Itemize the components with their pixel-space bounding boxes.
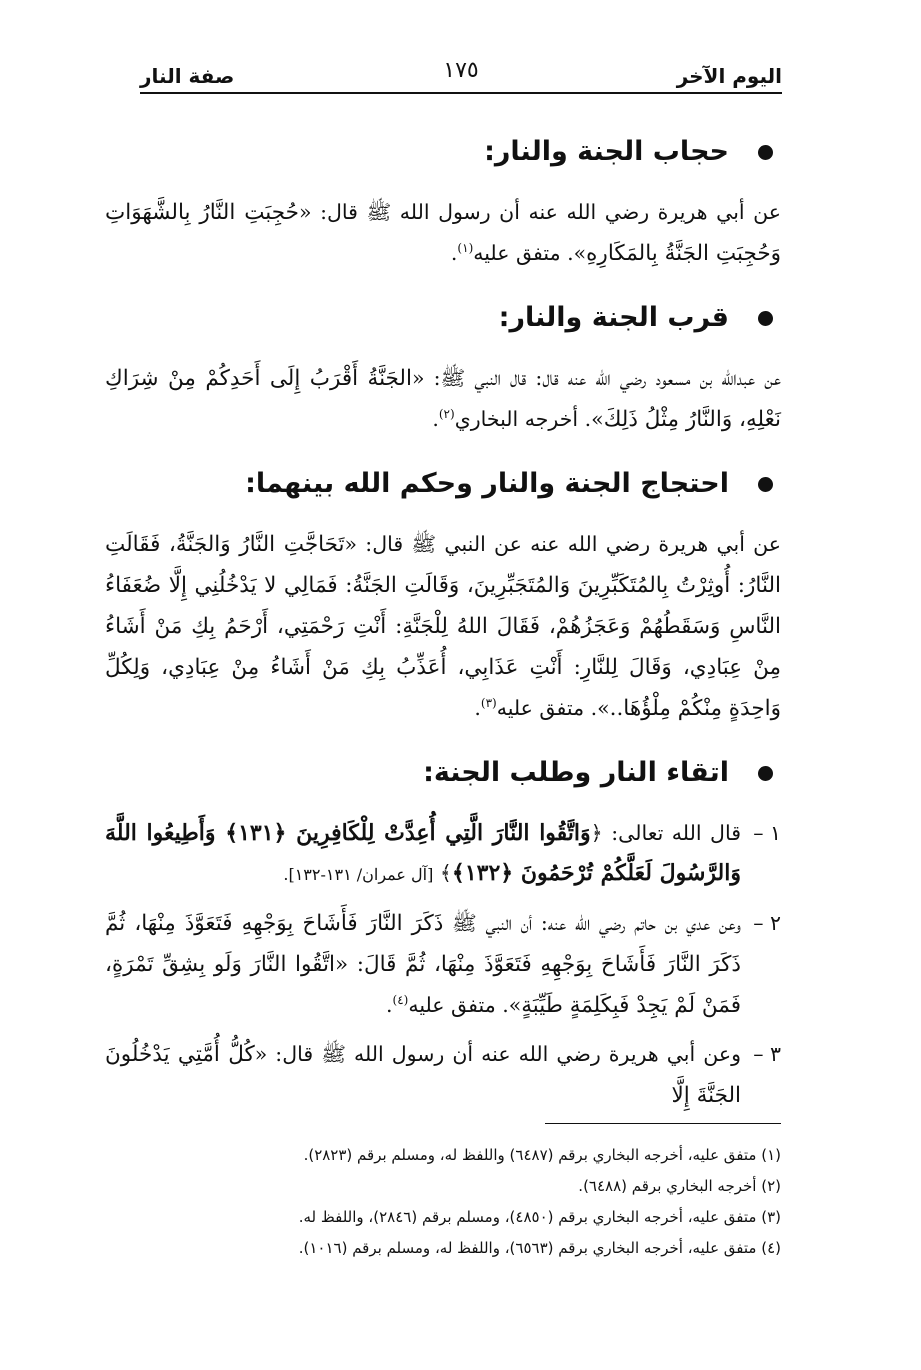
footnote: (٢) أخرجه البخاري برقم (٦٤٨٨).: [578, 1177, 781, 1195]
footnote-ref: (٣): [480, 696, 497, 711]
numbered-item: ٣ – وعن أبي هريرة رضي الله عنه أن رسول الله ﷺ قال: «كُلُّ أُمَّتِي يَدْخُلُونَ الجَنَّةَ إِلَّا: [105, 1034, 781, 1116]
book-title: اليوم الآخر: [676, 64, 782, 88]
footnote-ref: (١): [457, 241, 474, 256]
section-heading: احتجاج الجنة والنار وحكم الله بينهما:: [105, 462, 781, 506]
item-number: ٢ –: [753, 911, 781, 935]
footnotes: [105, 1140, 781, 1264]
section-paragraph: عن أبي هريرة رضي الله عنه أن رسول الله ﷺ قال: «حُجِبَتِ النَّارُ بِالشَّهَوَاتِ وَحُجِبَتِ الجَنَّةُ بِالمَكَارِهِ». متفق عليه$^{(١)}$.: [105, 200, 781, 266]
footnote: (١) متفق عليه، أخرجه البخاري برقم (٦٤٨٧) واللفظ له، ومسلم برقم (٢٨٢٣).: [303, 1146, 781, 1164]
footnote-ref: (٤): [392, 993, 409, 1008]
page-number: ١٧٥: [443, 58, 479, 83]
footnote: (٣) متفق عليه، أخرجه البخاري برقم (٤٨٥٠)، ومسلم برقم (٢٨٤٦)، واللفظ له.: [298, 1208, 781, 1226]
footnote-divider: [545, 1123, 781, 1124]
page-body: [105, 130, 781, 1124]
section-paragraph: عن أبي هريرة رضي الله عنه عن النبي ﷺ قال: «تَحَاجَّتِ النَّارُ وَالجَنَّةُ، فَقَالَتِ النَّارُ: أُوثِرْتُ بِالمُتَكَبِّرِينَ وَالمُتَجَبِّرِينَ، وَقَالَتِ الجَنَّةُ: فَمَالِي لا يَدْخُلُنِي إِلَّا ضُعَفَاءُ النَّاسِ وَسَقَطُهُمْ وَعَجَزُهُمْ، فَقَالَ اللهُ لِلْجَنَّةِ: أَنْتِ رَحْمَتِي، أَرْحَمُ بِكِ مَنْ أَشَاءُ مِنْ عِبَادِي، وَقَالَ لِلنَّارِ: أَنْتِ عَذَابِي، أُعَذِّبُ بِكِ مَنْ أَشَاءُ مِنْ عِبَادِي، وَلِكُلِّ وَاحِدَةٍ مِنْكُمْ مِلْؤُهَا..». متفق عليه$^{(٣)}$.: [105, 532, 781, 721]
quran-verse: وَاتَّقُوا النَّارَ الَّتِي أُعِدَّتْ لِلْكَافِرِينَ ﴿١٣١﴾ وَأَطِيعُوا اللَّهَ وَالرَّسُولَ لَعَلَّكُمْ تُرْحَمُونَ ﴿١٣٢﴾: [105, 820, 741, 886]
section-heading: قرب الجنة والنار:: [105, 296, 781, 340]
section-heading: حجاب الجنة والنار:: [105, 130, 781, 174]
footnote-ref: (٢): [438, 407, 455, 422]
bullet-icon: [758, 766, 773, 781]
section-paragraph: عن عبدالله بن مسعود رضي الله عنه قال: قال النبي ﷺ: «الجَنَّةُ أَقْرَبُ إِلَى أَحَدِكُمْ مِنْ شِرَاكِ نَعْلِهِ، وَالنَّارُ مِثْلُ ذَلِكَ». أخرجه البخاري$^{(٢)}$.: [105, 366, 782, 432]
running-header: [140, 56, 782, 94]
numbered-item: ١ – قال الله تعالى: ﴿وَاتَّقُوا النَّارَ الَّتِي أُعِدَّتْ لِلْكَافِرِينَ ﴿١٣١﴾ وَأَطِيعُوا اللَّهَ وَالرَّسُولَ لَعَلَّكُمْ تُرْحَمُونَ ﴿١٣٢﴾﴾ [آل عمران/ ١٣١-١٣٢].: [105, 813, 781, 895]
bullet-icon: [758, 477, 773, 492]
section-heading: اتقاء النار وطلب الجنة:: [105, 751, 781, 795]
item-number: ١ –: [753, 821, 781, 845]
bullet-icon: [758, 311, 773, 326]
footnote: (٤) متفق عليه، أخرجه البخاري برقم (٦٥٦٣)، واللفظ له، ومسلم برقم (١٠١٦).: [298, 1239, 781, 1257]
item-number: ٣ –: [753, 1042, 781, 1066]
numbered-item: ٢ – وعن عدي بن حاتم رضي الله عنه: أن النبي ﷺ ذَكَرَ النَّارَ فَأَشَاحَ بِوَجْهِهِ فَتَعَوَّذَ مِنْهَا، ثُمَّ ذَكَرَ النَّارَ فَأَشَاحَ بِوَجْهِهِ فَتَعَوَّذَ مِنْهَا، ثُمَّ قَالَ: «اتَّقُوا النَّارَ وَلَو بِشِقِّ تَمْرَةٍ، فَمَنْ لَمْ يَجِدْ فَبِكَلِمَةٍ طَيِّبَةٍ». متفق عليه$^{(٤)}$.: [105, 903, 781, 1026]
chapter-title: صفة النار: [140, 64, 235, 88]
bullet-icon: [758, 145, 773, 160]
verse-citation: [آل عمران/ ١٣١-١٣٢].: [283, 865, 434, 884]
